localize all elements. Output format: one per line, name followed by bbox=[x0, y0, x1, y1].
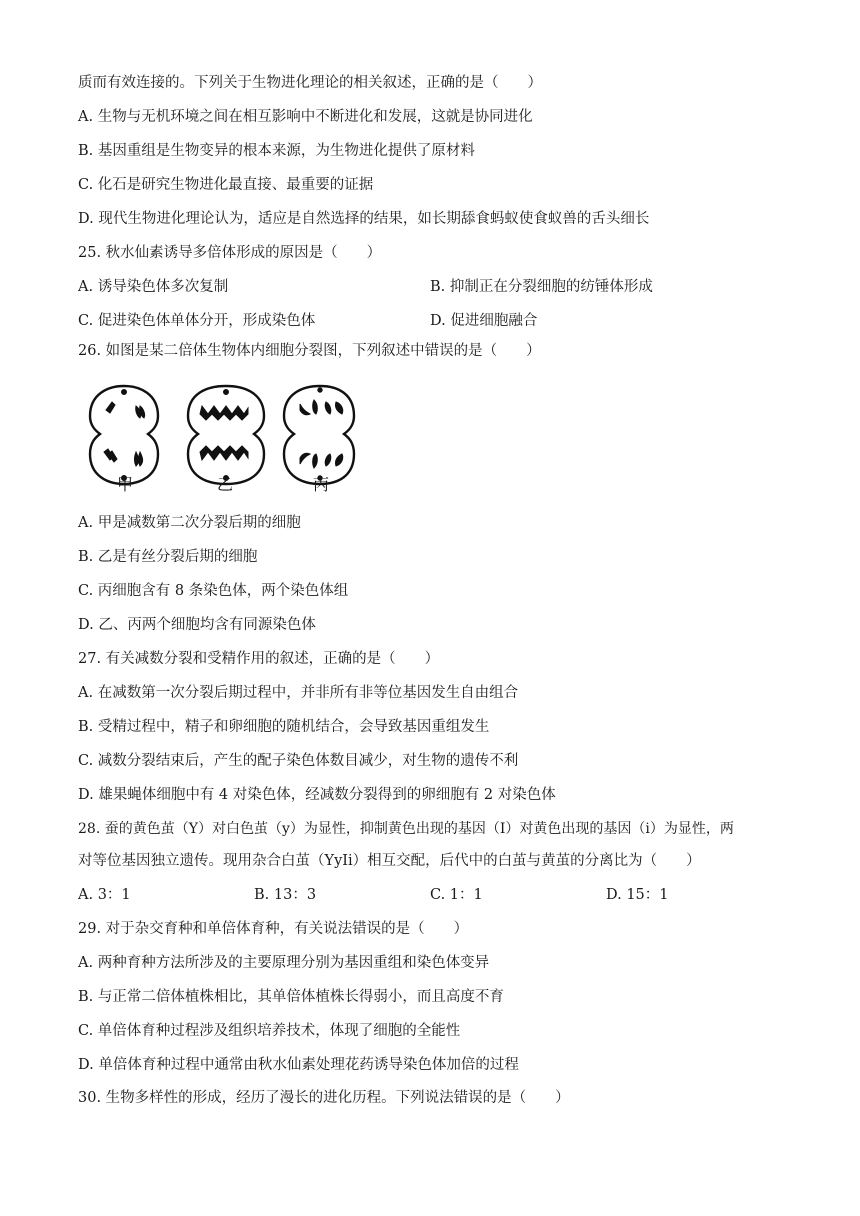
cell-yi bbox=[188, 386, 264, 484]
q29-option-a: A. 两种育种方法所涉及的主要原理分别为基因重组和染色体变异 bbox=[78, 955, 490, 971]
q27-option-c: C. 减数分裂结束后，产生的配子染色体数目减少，对生物的遗传不利 bbox=[78, 753, 519, 769]
figure-label-yi: 乙 bbox=[217, 475, 234, 494]
q25-option-a: A. 诱导染色体多次复制 bbox=[78, 279, 229, 295]
q27-option-d: D. 雄果蝇体细胞中有 4 对染色体，经减数分裂得到的卵细胞有 2 对染色体 bbox=[78, 787, 556, 803]
q25-option-d: D. 促进细胞融合 bbox=[430, 313, 538, 329]
q28-option-a: A. 3：1 bbox=[78, 887, 131, 903]
q26-stem: 26. 如图是某二倍体生物体内细胞分裂图，下列叙述中错误的是（ ） bbox=[78, 343, 541, 359]
q27-option-a: A. 在减数第一次分裂后期过程中，并非所有非等位基因发生自由组合 bbox=[78, 685, 519, 701]
q24-option-c: C. 化石是研究生物进化最直接、最重要的证据 bbox=[78, 177, 374, 193]
q29-option-d: D. 单倍体育种过程中通常由秋水仙素处理花药诱导染色体加倍的过程 bbox=[78, 1057, 519, 1073]
figure-label-bing: 丙 bbox=[313, 475, 330, 494]
chromosome bbox=[325, 402, 331, 414]
q29-stem: 29. 对于杂交育种和单倍体育种，有关说法错误的是（ ） bbox=[78, 921, 469, 937]
chromosome bbox=[313, 400, 318, 414]
chromosome bbox=[325, 454, 331, 466]
figure-label-jia: 甲 bbox=[117, 475, 134, 494]
q24-option-a: A. 生物与无机环境之间在相互影响中不断进化和发展，这就是协同进化 bbox=[78, 109, 533, 125]
q29-option-b: B. 与正常二倍体植株相比，其单倍体植株长得弱小，而且高度不育 bbox=[78, 989, 504, 1005]
chromosome bbox=[335, 454, 342, 466]
chromosome bbox=[313, 454, 318, 468]
chromosome bbox=[108, 451, 117, 462]
q25-option-c: C. 促进染色体单体分开，形成染色体 bbox=[78, 313, 316, 329]
centrosome bbox=[318, 388, 322, 392]
q28-option-c: C. 1：1 bbox=[430, 887, 483, 903]
q27-option-b: B. 受精过程中，精子和卵细胞的随机结合，会导致基因重组发生 bbox=[78, 719, 490, 735]
q24-option-d: D. 现代生物进化理论认为，适应是自然选择的结果，如长期舔食蚂蚁使食蚁兽的舌头细长 bbox=[78, 211, 650, 227]
q29-option-c: C. 单倍体育种过程涉及组织培养技术，体现了细胞的全能性 bbox=[78, 1023, 461, 1039]
q28-option-d: D. 15：1 bbox=[606, 887, 669, 903]
chromosome bbox=[106, 402, 115, 413]
q25-stem: 25. 秋水仙素诱导多倍体形成的原因是（ ） bbox=[78, 245, 382, 261]
q27-stem: 27. 有关减数分裂和受精作用的叙述，正确的是（ ） bbox=[78, 651, 440, 667]
chromosome bbox=[300, 453, 310, 464]
q28-option-b: B. 13：3 bbox=[254, 887, 317, 903]
q24-option-b: B. 基因重组是生物变异的根本来源，为生物进化提供了原材料 bbox=[78, 143, 475, 159]
q26-option-d: D. 乙、丙两个细胞均含有同源染色体 bbox=[78, 617, 316, 633]
q26-option-a: A. 甲是减数第二次分裂后期的细胞 bbox=[78, 515, 301, 531]
centrosome bbox=[122, 390, 127, 395]
q28-stem-line1: 28. 蚕的黄色茧（Y）对白色茧（y）为显性，抑制黄色出现的基因（I）对黄色出现的基因（i）为显性，两 bbox=[78, 821, 734, 837]
q25-option-b: B. 抑制正在分裂细胞的纺锤体形成 bbox=[430, 279, 653, 295]
cell-jia bbox=[90, 386, 158, 484]
chromosome bbox=[300, 404, 310, 415]
q24-stem-continued: 质而有效连接的。下列关于生物进化理论的相关叙述，正确的是（ ） bbox=[78, 75, 542, 91]
centrosome bbox=[224, 390, 229, 395]
q26-option-c: C. 丙细胞含有 8 条染色体，两个染色体组 bbox=[78, 583, 349, 599]
q30-stem: 30. 生物多样性的形成，经历了漫长的进化历程。下列说法错误的是（ ） bbox=[78, 1090, 570, 1106]
chromosome bbox=[139, 452, 143, 466]
q26-option-b: B. 乙是有丝分裂后期的细胞 bbox=[78, 549, 258, 565]
chromosome bbox=[200, 406, 248, 420]
cell-bing bbox=[284, 386, 354, 484]
chromosome bbox=[335, 402, 342, 414]
q28-stem-line2: 对等位基因独立遗传。现用杂合白茧（YyIi）相互交配，后代中的白茧与黄茧的分离比为（ ） bbox=[78, 853, 701, 869]
chromosome bbox=[200, 446, 248, 460]
